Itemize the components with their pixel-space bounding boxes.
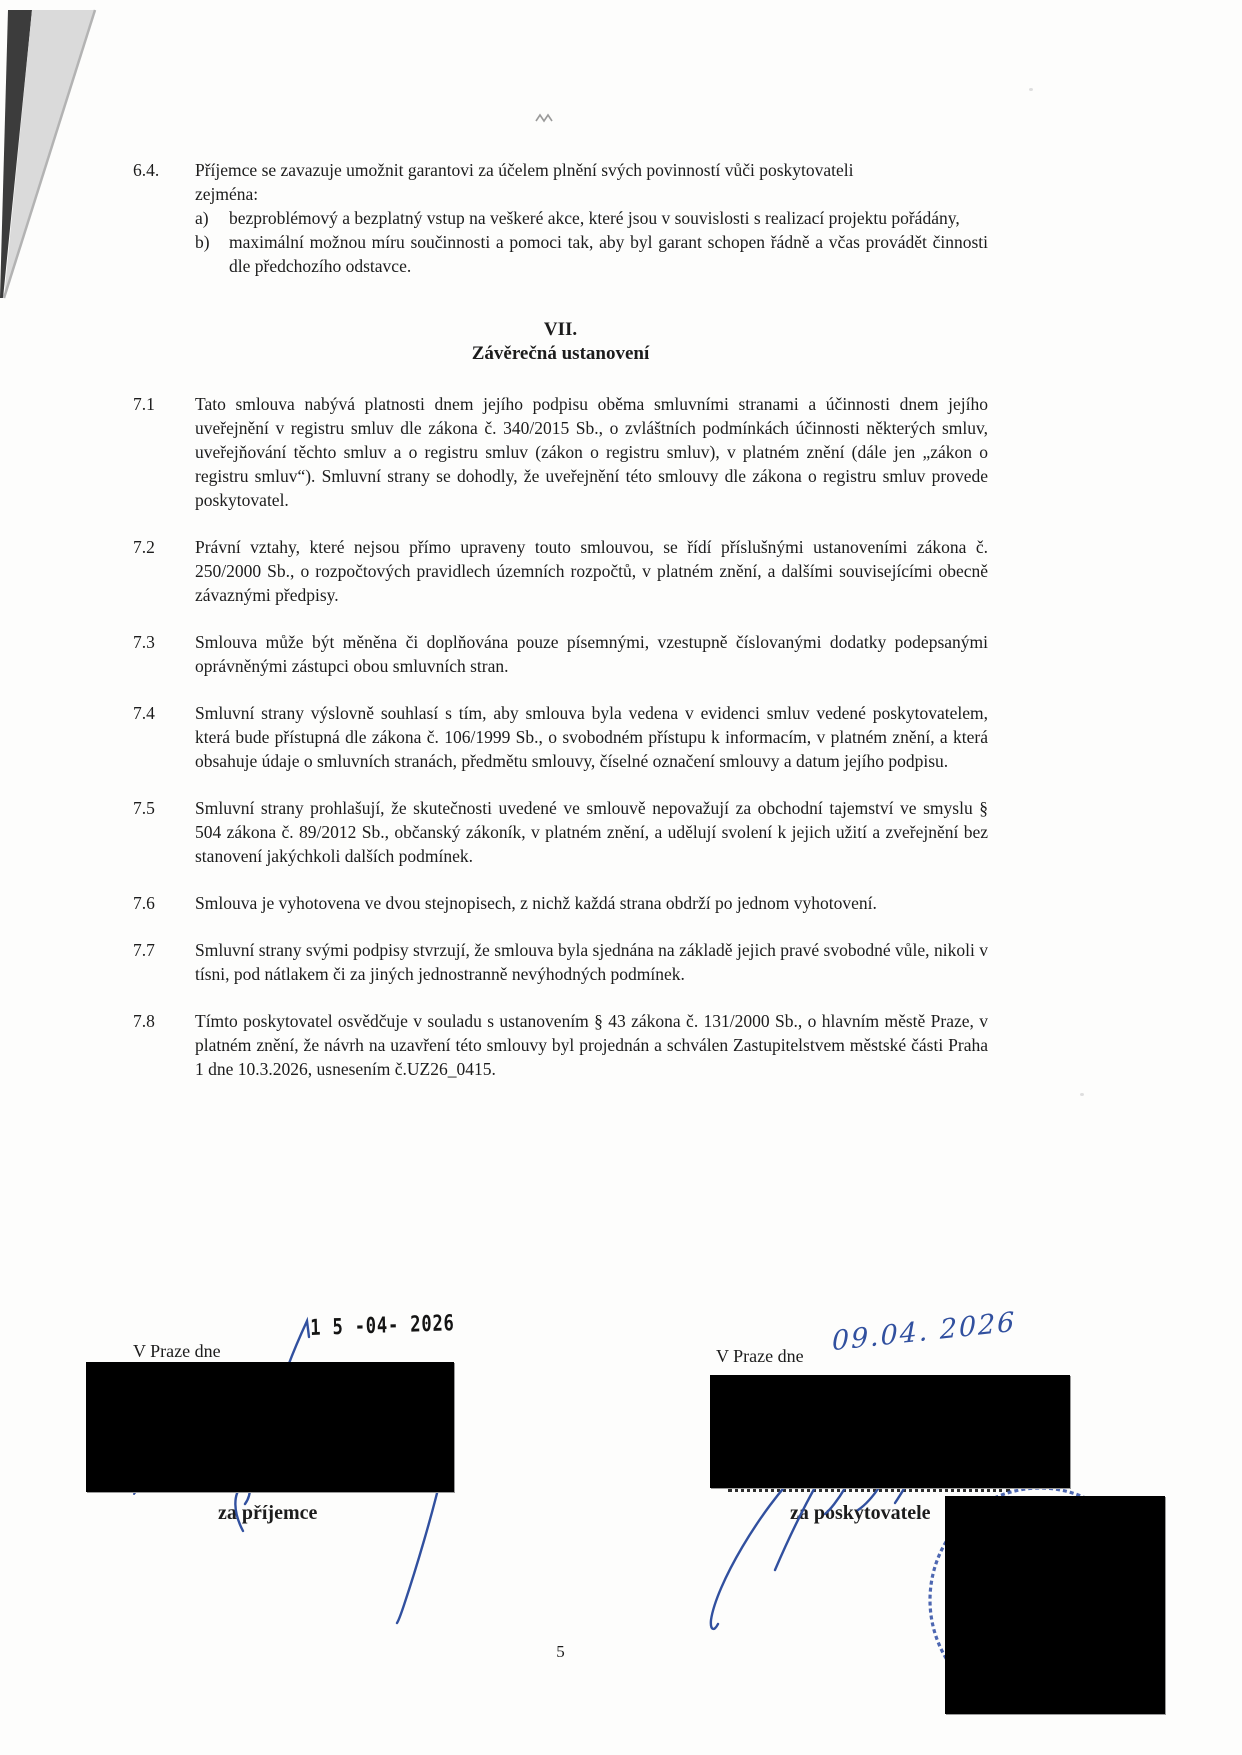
- clause-7-3: [133, 630, 988, 678]
- clause-6-4-intro: Příjemce se zavazuje umožnit garantovi za účelem plnění svých povinností vůči poskytovateli: [195, 160, 854, 180]
- clause-body: [195, 158, 988, 278]
- scan-speck: [1080, 1093, 1084, 1096]
- section-numeral: VII.: [543, 319, 578, 340]
- pen-diagonal-left: [397, 1477, 441, 1623]
- clause-number: 7.7: [133, 940, 155, 960]
- date-handwritten-right: 09.04. 2026: [832, 1306, 1017, 1358]
- clause-number: 7.6: [133, 893, 155, 913]
- redaction-box-right-lower: [945, 1496, 1165, 1714]
- clause-number: 7.8: [133, 1011, 155, 1031]
- list-item-letter: a): [195, 208, 209, 228]
- place-date-label-right: V Praze dne: [716, 1346, 804, 1366]
- list-item-text: bezproblémový a bezplatný vstup na veškeré akce, které jsou v souvislosti s realizací projektu pořádány,: [229, 208, 960, 228]
- clause-number: 6.4.: [133, 160, 160, 180]
- clause-text: Smluvní strany svými podpisy stvrzují, že smlouva byla sjednána na základě jejich pravé svobodné vůle, nikoli v tísni, pod nátlakem či za jiných jednostranně nevýhodných podmínek.: [195, 940, 988, 984]
- redaction-box-right-upper: [710, 1375, 1070, 1488]
- clause-text: Smlouva může být měněna či doplňována pouze písemnými, vzestupně číslovanými dodatky podepsanými oprávněnými zástupci obou smluvních stran.: [195, 632, 988, 676]
- list-item-b: [195, 230, 988, 278]
- clause-text: Tímto poskytovatel osvědčuje v souladu s ustanovením § 43 zákona č. 131/2000 Sb., o hlavním městě Praze, v platném znění, že návrh na uzavření této smlouvy byl projednán a schválen Zastupitelstvem městské části Praha 1 dne 10.3.2026, usnesením č.UZ26_0415.: [195, 1011, 988, 1079]
- clause-number: 7.2: [133, 537, 155, 557]
- clause-7-8: [133, 1009, 988, 1081]
- section-heading: [133, 318, 988, 366]
- signature-dotted-line-right: [728, 1489, 1010, 1492]
- list-item-a: [195, 206, 988, 230]
- clause-7-1: [133, 392, 988, 512]
- signature-flourish-right-2: [775, 1482, 818, 1570]
- scan-speck: [1029, 88, 1033, 91]
- clause-text: Tato smlouva nabývá platnosti dnem jejího podpisu oběma smluvními stranami a účinnosti dnem jejího uveřejnění v registru smluv dle zákona č. 340/2015 Sb., o zvláštních podmínkách účinnosti některých smluv, uveřejňování těchto smluv a o registru smluv (zákon o registru smluv), v platném znění (dále jen „zákon o registru smluv“). Smluvní strany se dohodly, že uveřejnění této smlouvy dle zákona o registru smluv provede poskytovatel.: [195, 394, 988, 510]
- clause-7-2: [133, 535, 988, 607]
- clause-number: 7.4: [133, 703, 155, 723]
- clause-6-4-intro-suffix: zejména:: [195, 184, 259, 204]
- section-title: Závěrečná ustanovení: [471, 343, 650, 364]
- clause-7-6: [133, 891, 988, 915]
- signature-flourish-right-1: [711, 1470, 800, 1629]
- clause-number: 7.3: [133, 632, 155, 652]
- pen-check-left: [288, 1321, 309, 1366]
- clause-text: Smluvní strany prohlašují, že skutečnosti uvedené ve smlouvě nepovažují za obchodní tajemství ve smyslu § 504 zákona č. 89/2012 Sb., občanský zákoník, v platném znění, a udělují svolení k jejich užití a zveřejnění bez stanovení jakýchkoli dalších podmínek.: [195, 798, 988, 866]
- role-label-recipient: za příjemce: [218, 1502, 318, 1524]
- place-date-label-left: V Praze dne: [133, 1341, 221, 1361]
- role-label-provider: za poskytovatele: [790, 1502, 931, 1524]
- page-number: 5: [556, 1642, 565, 1661]
- list-item-text: maximální možnou míru součinnosti a pomoci tak, aby byl garant schopen řádně a včas provádět činnosti dle předchozího odstavce.: [229, 232, 988, 276]
- clause-7-5: [133, 796, 988, 868]
- clause-text: Právní vztahy, které nejsou přímo upraveny touto smlouvou, se řídí příslušnými ustanoveními zákona č. 250/2000 Sb., o rozpočtových pravidlech územních rozpočtů, v platném znění, a dalšími souvisejícími obecně závaznými předpisy.: [195, 537, 988, 605]
- clause-number: 7.1: [133, 394, 155, 414]
- redaction-box-left: [86, 1362, 454, 1492]
- clause-6-4: [133, 158, 988, 278]
- clause-text: Smlouva je vyhotovena ve dvou stejnopisech, z nichž každá strana obdrží po jednom vyhotovení.: [195, 893, 877, 913]
- scan-smudge-mark: [536, 115, 552, 121]
- contract-body: [133, 158, 988, 1104]
- clause-7-7: [133, 938, 988, 986]
- list-item-letter: b): [195, 232, 210, 252]
- clause-7-4: [133, 701, 988, 773]
- clause-number: 7.5: [133, 798, 155, 818]
- scan-fold-artifact: [0, 10, 95, 298]
- clause-text: Smluvní strany výslovně souhlasí s tím, aby smlouva byla vedena v evidenci smluv vedené poskytovatelem, která bude přístupná dle zákona č. 106/1999 Sb., o svobodném přístupu k informacím, v platném znění, a která obsahuje údaje o smluvních stranách, předmětu smlouvy, číselné označení smlouvy a datum jejího podpisu.: [195, 703, 988, 771]
- date-stamp-left: 1 5 -04- 2026: [310, 1311, 455, 1341]
